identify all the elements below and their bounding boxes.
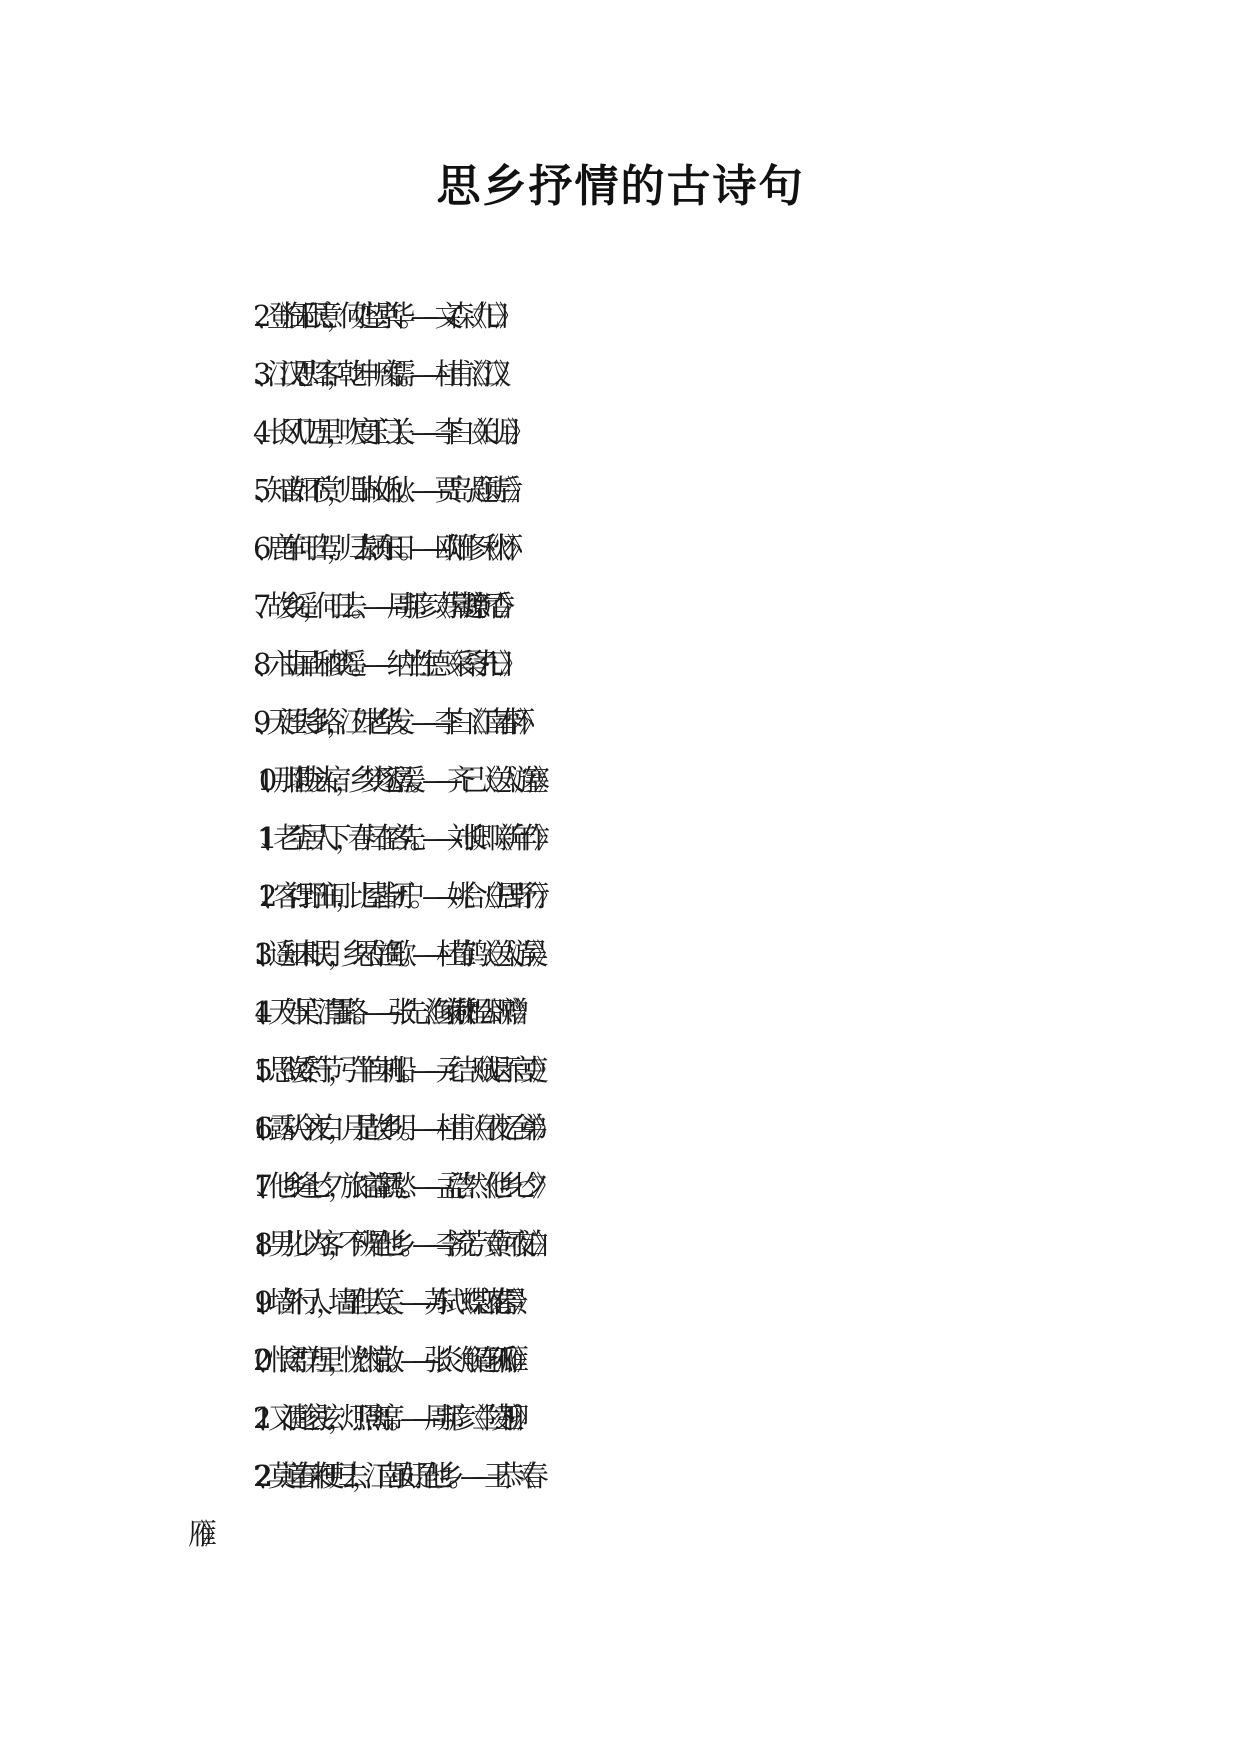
poem-line: 4、长风几万里，吹度玉门关。——李白《关山月》 — [253, 415, 519, 449]
poem-line-continuation: 雁》 — [188, 1517, 213, 1551]
poem-line: 3、江汉思归客，乾坤一腐儒。——杜甫《江汉》 — [253, 357, 507, 391]
poem-line: 16、露从今夜白，月是故乡明。——杜甫《月夜忆舍弟》 — [253, 1111, 544, 1145]
poem-line: 10、那堪陇头宿，乡梦逐潺湲。——齐己《送人游塞》 — [257, 763, 546, 797]
poem-line: 9、天涯失乡路，江外老华发。——李白《江南春怀》 — [253, 705, 531, 739]
poem-line: 2、登临无限意，何处望京华。——文森《九日》 — [253, 299, 507, 333]
poem-line: 12、客行野田间，比屋皆闭户。——姚合《庄居野行》 — [257, 879, 546, 913]
poem-line: 8、六曲屏山和梦遥。——纳兰性德《采桑子·九日》 — [253, 647, 511, 681]
poem-line: 5、知音如不赏，归卧故山秋。——贾岛《题诗后》 — [253, 473, 519, 507]
poem-line: 17、他乡逢七夕，旅馆益羁愁。——孟浩然《他乡七夕》 — [253, 1169, 544, 1203]
poem-line: 13、遥知未眠月，乡思在渔歌。——杜荀鹤《送人游吴》 — [253, 937, 544, 971]
poem-line: 7、故乡遥，何日去。——周邦彦《苏幕遮·燎沉香》 — [253, 589, 511, 623]
poem-line: 22、莫道春来便归去，江南虽好是他乡。——王恭《春 — [253, 1459, 532, 1493]
poem-line: 21、又酒趁哀弦，灯照离席。——周邦彦《兰陵王·柳》 — [253, 1401, 525, 1435]
poem-line: 6、鹿车何日驾，归去颍东田。——欧阳修《秋怀》 — [253, 531, 519, 565]
poem-line: 19、墙外行人，墙里佳人笑。——苏轼《蝶恋花·春景》 — [253, 1285, 525, 1319]
poem-line: 14、天外吴门清霅路。——张先《渔家傲·和程公辟赠》 — [253, 995, 525, 1029]
poem-line: 11、老至居人下，春归在客先。——刘长卿《新年作》 — [257, 821, 546, 855]
poem-list — [0, 287, 1241, 1563]
page-title: 思乡抒情的古诗句 — [436, 161, 805, 212]
poem-line: 20、怅离群万里，恍然惊散。——张炎《解连环·孤雁》 — [253, 1343, 525, 1377]
poem-line: 15、思欲委符节，引竿自刺船。——元结《贼退示官吏》 — [253, 1053, 544, 1087]
poem-line: 18、男儿少为客，不辨是他乡。——李流芳《黄河夜泊》 — [253, 1227, 544, 1261]
